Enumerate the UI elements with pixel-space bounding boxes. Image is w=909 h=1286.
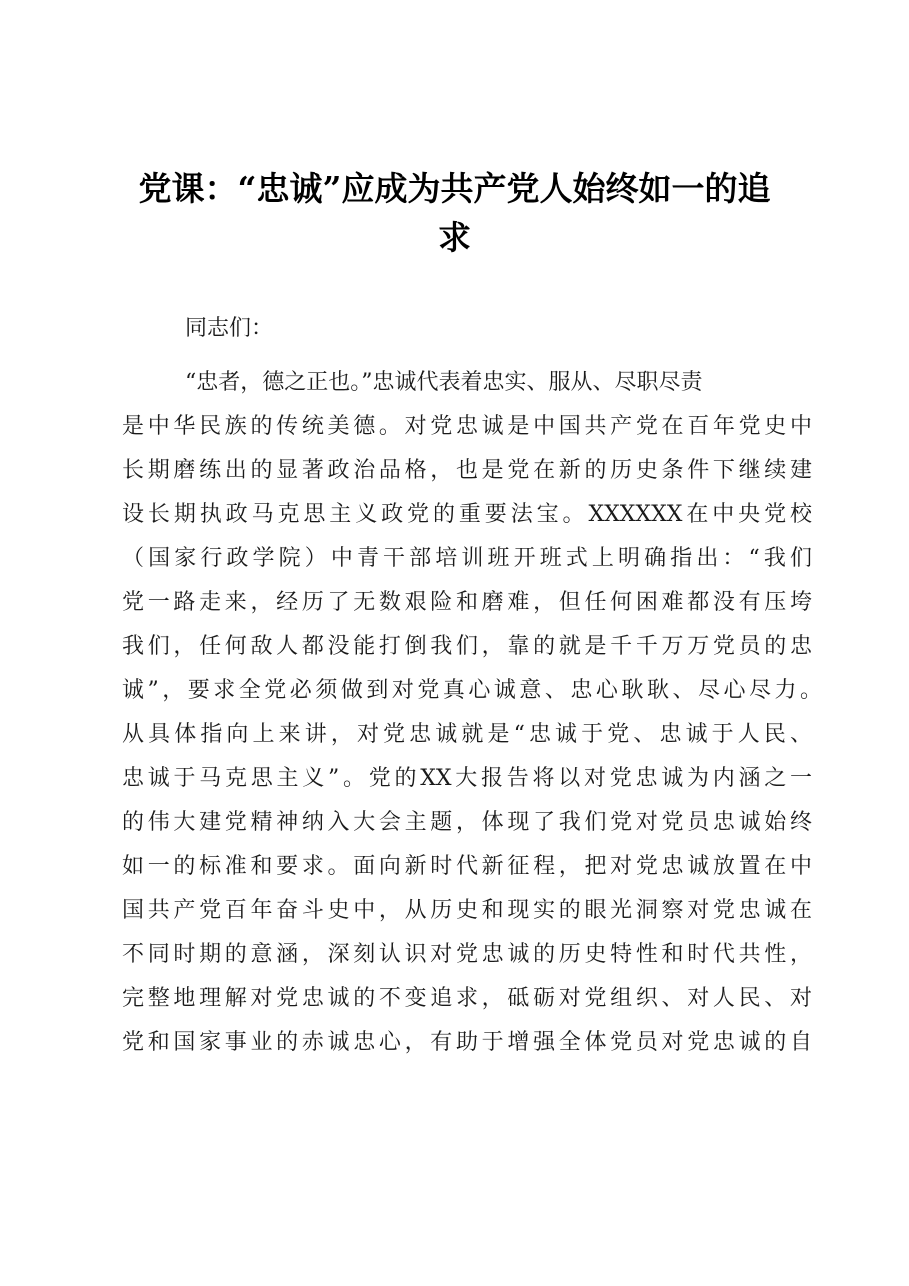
paragraph-line: 党一路走来，经历了无数艰险和磨难，但任何困难都没有压垮 <box>122 590 812 615</box>
paragraph-line: 诚”，要求全党必须做到对党真心诚意、忠心耿耿、尽心尽力。 <box>122 678 822 703</box>
paragraph-line: 我们，任何敌人都没能打倒我们，靠的就是千千万万党员的忠 <box>122 634 812 659</box>
paragraph-line: 如一的标准和要求。面向新时代新征程，把对党忠诚放置在中 <box>122 854 812 879</box>
paragraph-line: “忠者，德之正也。”忠诚代表着忠实、服从、尽职尽责 <box>185 370 703 395</box>
document-title-line-1: 党课：“忠诚”应成为共产党人始终如一的追 <box>138 169 771 208</box>
paragraph-line: 设长期执政马克思主义政党的重要法宝。XXXXXX在中央党校 <box>122 502 812 527</box>
paragraph-line: 忠诚于马克思主义”。党的XX大报告将以对党忠诚为内涵之一 <box>122 766 812 791</box>
greeting: 同志们： <box>185 316 274 341</box>
paragraph-line: 党和国家事业的赤诚忠心，有助于增强全体党员对党忠诚的自 <box>122 1030 812 1055</box>
paragraph-line: 完整地理解对党忠诚的不变追求，砥砺对党组织、对人民、对 <box>122 986 812 1011</box>
paragraph-line: 从具体指向上来讲，对党忠诚就是“忠诚于党、忠诚于人民、 <box>122 722 812 747</box>
paragraph-line: 国共产党百年奋斗史中，从历史和现实的眼光洞察对党忠诚在 <box>122 898 812 923</box>
paragraph-line: 的伟大建党精神纳入大会主题，体现了我们党对党员忠诚始终 <box>122 810 812 835</box>
paragraph-line: 不同时期的意涵，深刻认识对党忠诚的历史特性和时代共性， <box>122 942 812 967</box>
paragraph-line: （国家行政学院）中青干部培训班开班式上明确指出：“我们 <box>122 546 812 571</box>
document-title-line-2: 求 <box>438 218 471 257</box>
paragraph-line: 长期磨练出的显著政治品格，也是党在新的历史条件下继续建 <box>122 458 812 483</box>
paragraph-line: 是中华民族的传统美德。对党忠诚是中国共产党在百年党史中 <box>122 414 812 439</box>
